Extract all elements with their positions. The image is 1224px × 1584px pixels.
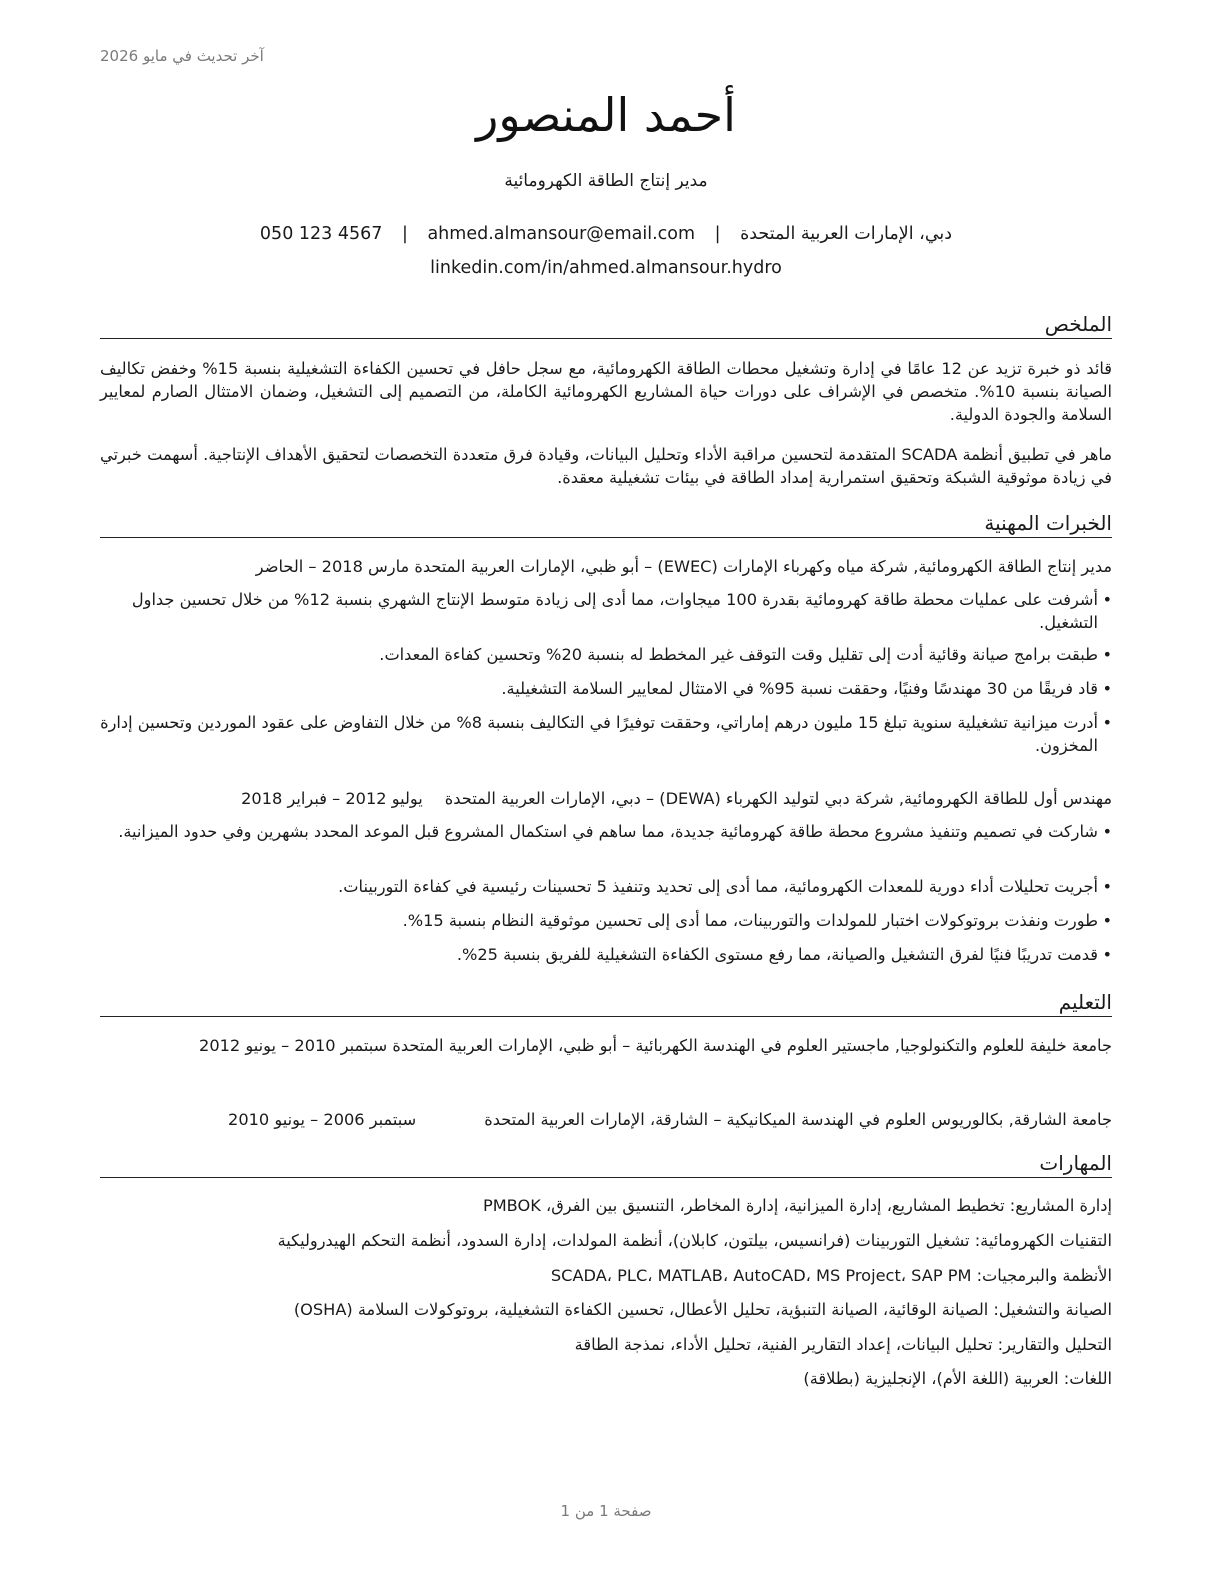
bullet-icon: • <box>1102 945 1112 964</box>
contact-line <box>100 224 1112 244</box>
resume-page <box>100 0 1112 1584</box>
contact-phone: 050 123 4567 <box>259 224 383 244</box>
contact-location: دبي، الإمارات العربية المتحدة <box>740 224 953 244</box>
bullet-text: طورت ونفذت بروتوكولات اختبار للمولدات والتوربينات، مما أدى إلى تحسين موثوقية النظام بنسبة 15%. <box>402 911 1098 930</box>
summary-paragraph-1: قائد ذو خبرة تزيد عن 12 عامًا في إدارة وتشغيل محطات الطاقة الكهرومائية، مع سجل حافل في تحسين الكفاءة التشغيلية بنسبة 15% وخفض تكاليف الصيانة بنسبة 10%. متخصص في الإشراف على دورات حياة المشاريع الكهرومائية الكاملة، من التصميم إلى التشغيل، وضمان الامتثال الصارم لمعايير السلامة والجودة الدولية. <box>100 359 1113 424</box>
section-heading-education: التعليم <box>100 990 1112 1017</box>
contact-email[interactable]: ahmed.almansour@email.com <box>427 224 696 244</box>
job-2-bullet <box>100 909 1112 932</box>
bullet-icon: • <box>1102 645 1112 664</box>
section-heading-skills: المهارات <box>100 1151 1112 1178</box>
job-header-2 <box>100 787 1112 810</box>
job-1-bullet <box>100 643 1112 666</box>
education-item-2 <box>100 1108 1112 1131</box>
bullet-icon: • <box>1102 679 1112 698</box>
job-1-bullet <box>100 711 1112 757</box>
job-1-bullet <box>100 588 1112 634</box>
section-heading-experience: الخبرات المهنية <box>100 511 1112 538</box>
bullet-icon: • <box>1102 822 1112 841</box>
bullet-icon: • <box>1102 590 1112 609</box>
education-item-2-main: جامعة الشارقة, بكالوريوس العلوم في الهندسة الميكانيكية – الشارقة، الإمارات العربية المتحدة <box>484 1110 1112 1129</box>
bullet-text: أدرت ميزانية تشغيلية سنوية تبلغ 15 مليون درهم إماراتي، وحققت توفيرًا في التكاليف بنسبة 8% من خلال التفاوض على عقود الموردين وتحسين إدارة المخزون. <box>100 713 1098 755</box>
job-header-2-dates: يوليو 2012 – فبراير 2018 <box>241 789 423 808</box>
contact-separator: | <box>401 224 408 244</box>
skills-line: التقنيات الكهرومائية: تشغيل التوربينات (فرانسيس، بيلتون، كابلان)، أنظمة المولدات، إدارة السدود، أنظمة التحكم الهيدروليكية <box>277 1231 1112 1250</box>
skills-line: التحليل والتقارير: تحليل البيانات، إعداد التقارير الفنية، تحليل الأداء، نمذجة الطاقة <box>574 1335 1112 1354</box>
bullet-text: قدمت تدريبًا فنيًا لفرق التشغيل والصيانة، مما رفع مستوى الكفاءة التشغيلية للفريق بنسبة 25%. <box>456 945 1098 964</box>
bullet-text: شاركت في تصميم وتنفيذ مشروع محطة طاقة كهرومائية جديدة، مما ساهم في استكمال المشروع قبل الموعد المحدد بشهرين وفي حدود الميزانية. <box>118 822 1098 841</box>
bullet-icon: • <box>1102 713 1112 732</box>
contact-separator: | <box>714 224 721 244</box>
bullet-text: أشرفت على عمليات محطة طاقة كهرومائية بقدرة 100 ميجاوات، مما أدى إلى زيادة متوسط الإنتاج الشهري بنسبة 12% من خلال تحسين جداول التشغيل. <box>131 590 1098 632</box>
page-number: صفحة 1 من 1 <box>560 1502 652 1520</box>
bullet-text: قاد فريقًا من 30 مهندسًا وفنيًا، وحققت نسبة 95% في الامتثال لمعايير السلامة التشغيلية. <box>501 679 1098 698</box>
job-1-bullet <box>100 677 1112 700</box>
bullet-text: طبقت برامج صيانة وقائية أدت إلى تقليل وقت التوقف غير المخطط له بنسبة 20% وتحسين كفاءة المعدات. <box>379 645 1098 664</box>
summary-paragraph-2: ماهر في تطبيق أنظمة SCADA المتقدمة لتحسين مراقبة الأداء وتحليل البيانات، وقيادة فرق متعددة التخصصات لتحقيق الأهداف الإنتاجية. أسهمت خبرتي في زيادة موثوقية الشبكة وتحقيق استمرارية إمداد الطاقة في بيئات تشغيلية معقدة. <box>100 445 1112 487</box>
job-header-2-main: مهندس أول للطاقة الكهرومائية, شركة دبي لتوليد الكهرباء (DEWA) – دبي، الإمارات العربية المتحدة <box>444 789 1112 808</box>
section-heading-summary: الملخص <box>100 312 1112 339</box>
education-item-2-dates: سبتمبر 2006 – يونيو 2010 <box>228 1110 417 1129</box>
skills-line: اللغات: العربية (اللغة الأم)، الإنجليزية (بطلاقة) <box>803 1369 1112 1388</box>
last-updated: آخر تحديث في مايو 2026 <box>100 47 264 65</box>
education-item-1: جامعة خليفة للعلوم والتكنولوجيا, ماجستير العلوم في الهندسة الكهربائية – أبو ظبي، الإمارات العربية المتحدة سبتمبر 2010 – يونيو 2012 <box>199 1036 1112 1055</box>
skills-line: الصيانة والتشغيل: الصيانة الوقائية، الصيانة التنبؤية، تحليل الأعطال، تحسين الكفاءة التشغيلية، بروتوكولات السلامة (OSHA) <box>293 1300 1112 1319</box>
contact-linkedin[interactable]: linkedin.com/in/ahmed.almansour.hydro <box>430 258 782 278</box>
bullet-icon: • <box>1102 911 1112 930</box>
skills-line: إدارة المشاريع: تخطيط المشاريع، إدارة الميزانية، إدارة المخاطر، التنسيق بين الفرق، PMBOK <box>482 1196 1112 1215</box>
skills-line: الأنظمة والبرمجيات: SCADA، PLC، MATLAB، AutoCAD، MS Project، SAP PM <box>550 1266 1112 1285</box>
job-2-bullet <box>100 943 1112 966</box>
job-2-bullet <box>100 820 1112 843</box>
candidate-name: أحمد المنصور <box>476 88 736 142</box>
bullet-icon: • <box>1102 877 1112 896</box>
job-header-1: مدير إنتاج الطاقة الكهرومائية, شركة مياه وكهرباء الإمارات (EWEC) – أبو ظبي، الإمارات العربية المتحدة مارس 2018 – الحاضر <box>255 557 1112 576</box>
bullet-text: أجريت تحليلات أداء دورية للمعدات الكهرومائية، مما أدى إلى تحديد وتنفيذ 5 تحسينات رئيسية في كفاءة التوربينات. <box>338 877 1098 896</box>
job-2-bullet <box>100 875 1112 898</box>
candidate-job-title: مدير إنتاج الطاقة الكهرومائية <box>504 171 708 191</box>
